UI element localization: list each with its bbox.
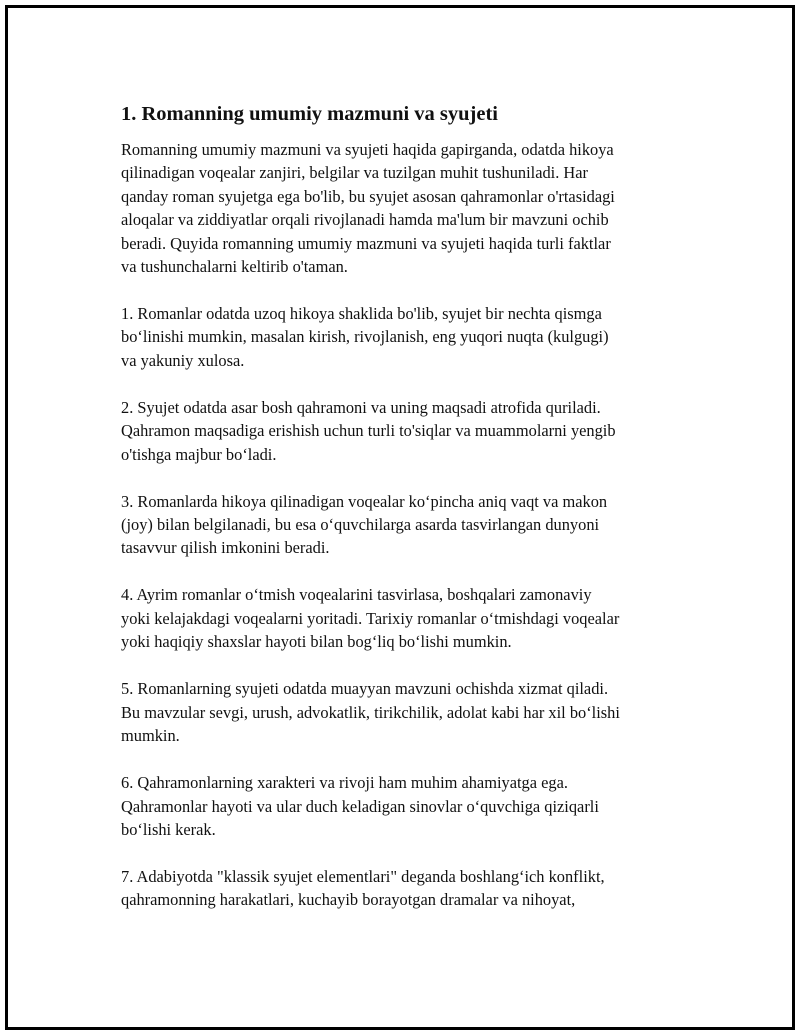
text-line: 7. Adabiyotda "klassik syujet elementlari" deganda boshlang‘ich konflikt,: [121, 866, 605, 886]
page-frame: [5, 5, 795, 1030]
paragraph-list: [121, 138, 691, 912]
text-line: qilinadigan voqealar zanjiri, belgilar va tuzilgan muhit tushuniladi. Har: [121, 163, 588, 183]
paragraph-5: [121, 677, 691, 747]
text-line: bo‘linishi mumkin, masalan kirish, rivojlanish, eng yuqori nuqta (kulgugi): [121, 327, 609, 347]
paragraph-1: [121, 302, 691, 372]
paragraph-3: [121, 490, 691, 560]
text-line: beradi. Quyida romanning umumiy mazmuni va syujeti haqida turli faktlar: [121, 233, 611, 253]
text-line: mumkin.: [121, 726, 180, 746]
text-line: va yakuniy xulosa.: [121, 350, 245, 370]
text-line: 5. Romanlarning syujeti odatda muayyan mavzuni ochishda xizmat qiladi.: [121, 679, 609, 699]
paragraph-6: [121, 771, 691, 841]
text-line: o'tishga majbur bo‘ladi.: [121, 444, 277, 464]
section-heading: 1. Romanning umumiy mazmuni va syujeti: [121, 103, 499, 125]
document-body: [121, 100, 691, 935]
text-line: 4. Ayrim romanlar o‘tmish voqealarini tasvirlasa, boshqalari zamonaviy: [121, 585, 592, 605]
text-line: va tushunchalarni keltirib o'taman.: [121, 257, 348, 277]
text-line: Qahramonlar hayoti va ular duch keladigan sinovlar o‘quvchiga qiziqarli: [121, 796, 599, 816]
text-line: Bu mavzular sevgi, urush, advokatlik, tirikchilik, adolat kabi har xil bo‘lishi: [121, 702, 620, 722]
text-line: Romanning umumiy mazmuni va syujeti haqida gapirganda, odatda hikoya: [121, 140, 614, 159]
text-line: qanday roman syujetga ega bo'lib, bu syujet asosan qahramonlar o'rtasidagi: [121, 186, 615, 206]
paragraph-7: [121, 865, 691, 912]
text-line: qahramonning harakatlari, kuchayib borayotgan dramalar va nihoyat,: [121, 890, 576, 910]
text-line: 2. Syujet odatda asar bosh qahramoni va uning maqsadi atrofida quriladi.: [121, 397, 601, 417]
paragraph-0: [121, 138, 691, 278]
text-line: yoki kelajakdagi voqealarni yoritadi. Tarixiy romanlar o‘tmishdagi voqealar: [121, 608, 620, 628]
text-line: tasavvur qilish imkonini beradi.: [121, 538, 330, 558]
paragraph-4: [121, 583, 691, 653]
text-line: aloqalar va ziddiyatlar orqali rivojlanadi hamda ma'lum bir mavzuni ochib: [121, 210, 609, 230]
text-line: yoki haqiqiy shaxslar hayoti bilan bog‘liq bo‘lishi mumkin.: [121, 632, 512, 652]
text-line: 3. Romanlarda hikoya qilinadigan voqealar ko‘pincha aniq vaqt va makon: [121, 491, 608, 511]
text-line: (joy) bilan belgilanadi, bu esa o‘quvchilarga asarda tasvirlangan dunyoni: [121, 515, 600, 535]
text-line: 6. Qahramonlarning xarakteri va rivoji ham muhim ahamiyatga ega.: [121, 773, 568, 793]
paragraph-2: [121, 396, 691, 466]
text-line: 1. Romanlar odatda uzoq hikoya shaklida bo'lib, syujet bir nechta qismga: [121, 304, 602, 324]
text-line: bo‘lishi kerak.: [121, 819, 216, 839]
text-line: Qahramon maqsadiga erishish uchun turli to'siqlar va muammolarni yengib: [121, 421, 616, 441]
